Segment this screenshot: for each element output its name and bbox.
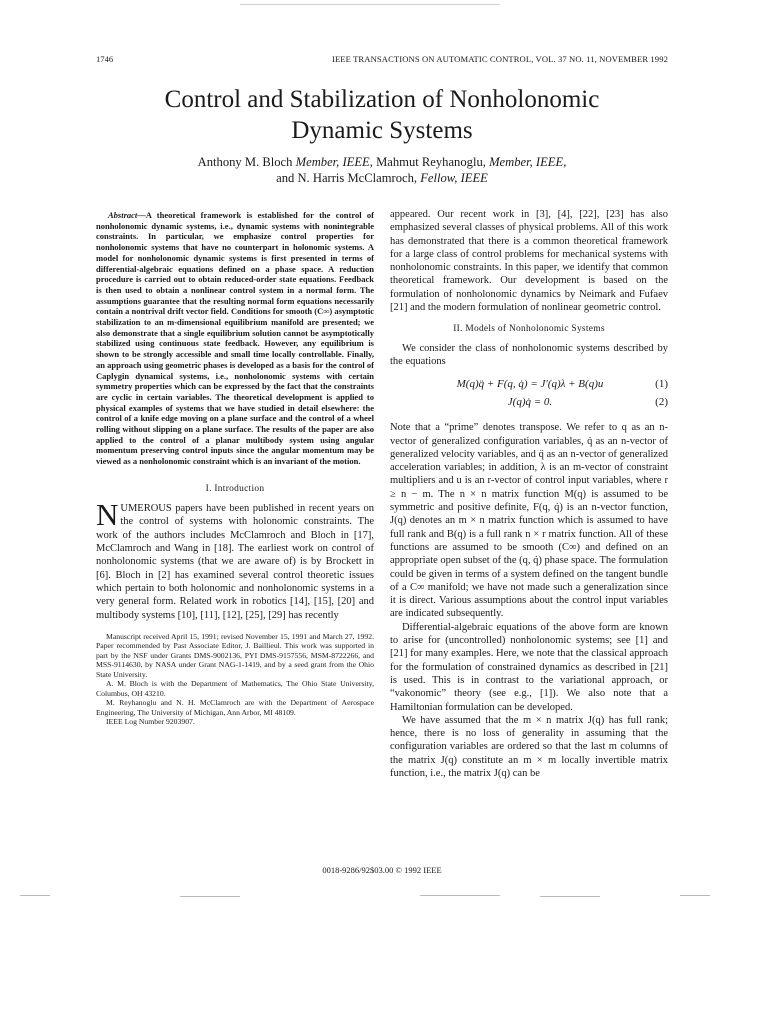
section-heading-introduction: I. Introduction <box>205 483 265 494</box>
title-line-2: Dynamic Systems <box>291 117 473 144</box>
right-column <box>390 208 668 780</box>
equation-2-expression: J(q)q̇ = 0. <box>507 396 553 409</box>
scan-artifact-line <box>20 895 50 896</box>
equation-1-number: (1) <box>655 378 668 391</box>
section-heading-models: II. Models of Nonholonomic Systems <box>453 324 605 335</box>
footnote-manuscript: Manuscript received April 15, 1991; revised November 15, 1991 and March 27, 1992. Paper recommended by Past Associate Editor, J. Baillieul. This work was supported in part by the NSF under Grants DMS-9002136, PYI DMS-9157556, MSM-8722266, and MSS-9114630, by NASA under Grant NAG-1-1419, and by a seed grant from the Ohio State University. <box>96 631 374 679</box>
equation-1-expression: M(q)q̈ + F(q, q̇) = J′(q)λ + B(q)u <box>456 378 604 391</box>
author-1-name: Anthony M. Bloch <box>197 155 293 169</box>
author-2-name: Mahmut Reyhanoglu, <box>376 155 486 169</box>
author-list <box>96 154 668 186</box>
title-line-1: Control and Stabilization of Nonholonomic <box>164 86 600 113</box>
equation-block <box>390 376 668 412</box>
scan-artifact-line <box>680 895 710 896</box>
intro-paragraph <box>96 497 374 622</box>
running-header <box>96 54 668 68</box>
footnotes <box>96 632 374 727</box>
abstract-lead: Abstract <box>108 210 138 220</box>
right-paragraph-3: Note that a “prime” denotes transpose. We refer to q as an n-vector of generalized configuration variables, q̇ as an n-vector of generalized velocity variables, and q̈ as an n-vector of generalized acceleration variables; in addition, λ is an m-vector of constraint multipliers and u is an r-vector of control input variables, where r ≥ n − m. The n × n matrix function M(q) is assumed to be symmetric and positive definite, F(q, q̇) is an n-vector function, J(q) denotes an m × n matrix function which is assumed to have full rank and B(q) is a full rank n × r matrix function. All of these functions are assumed to be smooth (C∞) and defined on an appropriate open subset of the (q, q̇) phase space. The formulation could be given in terms of a system defined on the tangent bundle of a C∞ manifold; we have not made such a generalization since it is direct. Various assumptions about the control input variables are indicated subsequently. <box>390 422 668 620</box>
author-3-name: and N. Harris McClamroch, <box>276 171 418 185</box>
scan-artifact-line <box>180 896 240 897</box>
page-number: 1746 <box>96 54 114 64</box>
right-paragraph-4: Differential-algebraic equations of the above form are known to arise for (uncontrolled) nonholonomic systems; see [1] and [21] for many examples. Here, we note that the classical approach for the formulation of constrained dynamics as described in [21] is used. This is in contrast to the variational approach, or “vakonomic” theory (see e.g., [1]). We also note that a Hamiltonian formulation can be developed. <box>390 621 668 713</box>
right-paragraph-5: We have assumed that the m × n matrix J(q) has full rank; hence, there is no loss of generality in assuming that the configuration variables are ordered so that the last m columns of the matrix J(q) constitute an m × m locally invertible matrix function, i.e., the matrix J(q) can be <box>390 714 668 779</box>
scan-artifact-line <box>420 895 500 896</box>
right-paragraph-1: appeared. Our recent work in [3], [4], [22], [23] has also emphasized several classes of physical problems. All of this work has demonstrated that there is a common theoretical framework for a large class of control problems for mechanical systems with nonholonomic constraints. In this paper, we identify that common theoretical framework. Our development is based on the formulation of nonholonomic dynamics by Neimark and Fufaev [21] and the modern formulation of nonlinear geometric control. <box>390 209 668 314</box>
journal-citation: IEEE TRANSACTIONS ON AUTOMATIC CONTROL, VOL. 37 NO. 11, NOVEMBER 1992 <box>331 54 668 64</box>
scan-edge-line <box>240 4 500 5</box>
drop-cap: N <box>96 497 119 533</box>
intro-text: UMEROUS papers have been published in recent years on the control of systems with holonomic constraints. The work of the authors includes McClamroch and Bloch in [17], McClamroch and Wang in [18]. The earliest work on control of nonholonomic systems (that we are aware of) is by Brockett in [6]. Bloch in [2] has examined several control theoretic issues which pertain to both holonomic and nonholonomic systems in a very general form. Related work in robotics [14], [15], [20] and multibody systems [10], [11], [12], [25], [29] has recently <box>96 503 374 621</box>
equation-2 <box>390 394 668 412</box>
author-3-affiliation: Fellow, IEEE <box>420 171 488 185</box>
equation-1 <box>390 376 668 394</box>
right-paragraph-2: We consider the class of nonholonomic systems described by the equations <box>390 342 668 367</box>
abstract <box>96 210 374 467</box>
abstract-text: —A theoretical framework is established for the control of nonholonomic dynamic systems, i.e., dynamic systems with nonintegrable constraints. In particular, we emphasize control properties for nonholonomic systems that have no counterpart in holonomic systems. A model for nonholonomic dynamic systems is first presented in terms of differential-algebraic equations defined on a phase space. A reduction procedure is carried out to obtain reduced-order state equations. Feedback is then used to obtain a nonlinear control system in a normal form. The assumptions guarantee that the resulting normal form equations necessarily contain a nontrival drift vector field. Conditions for smooth (C∞) asymptotic stabilization to an m-dimensional equilibrium manifold are presented; we also demonstrate that a single equilibrium solution cannot be asymptotically stabilized using continuous state feedback. However, any equilibrium is shown to be strongly accessible and small time locally controllable. Finally, an approach using geometric phases is developed as a basis for the control of Caplygin dynamical systems, i.e., nonholonomic systems with certain symmetry properties which can be expressed by the fact that the constraints are cyclic in certain variables. The theoretical development is applied to physical examples of systems that we have studied in detail elsewhere: the control of a knife edge moving on a plane surface and the control of a wheel rolling without slipping on a plane surface. The results of the paper are also applied to the control of a planar multibody system using angular momentum preserving control inputs since the angular momentum may be viewed as a nonholonomic constraint which is an invariant of the motion. <box>96 210 374 467</box>
left-column <box>96 210 374 727</box>
footnote-bloch: A. M. Bloch is with the Department of Mathematics, The Ohio State University, Columbus, OH 43210. <box>96 679 374 698</box>
footnote-log-number: IEEE Log Number 9203907. <box>106 717 195 727</box>
author-2-affiliation: Member, IEEE, <box>489 155 567 169</box>
footnote-reyhanoglu-mcclamroch: M. Reyhanoglu and N. H. McClamroch are with the Department of Aerospace Engineering, The University of Michigan, Ann Arbor, MI 48109. <box>96 698 374 717</box>
scan-artifact-line <box>540 896 600 897</box>
paper-title <box>96 84 668 146</box>
copyright-footer: 0018-9286/92$03.00 © 1992 IEEE <box>322 865 442 875</box>
author-1-affiliation: Member, IEEE, <box>295 155 373 169</box>
equation-2-number: (2) <box>655 396 668 409</box>
